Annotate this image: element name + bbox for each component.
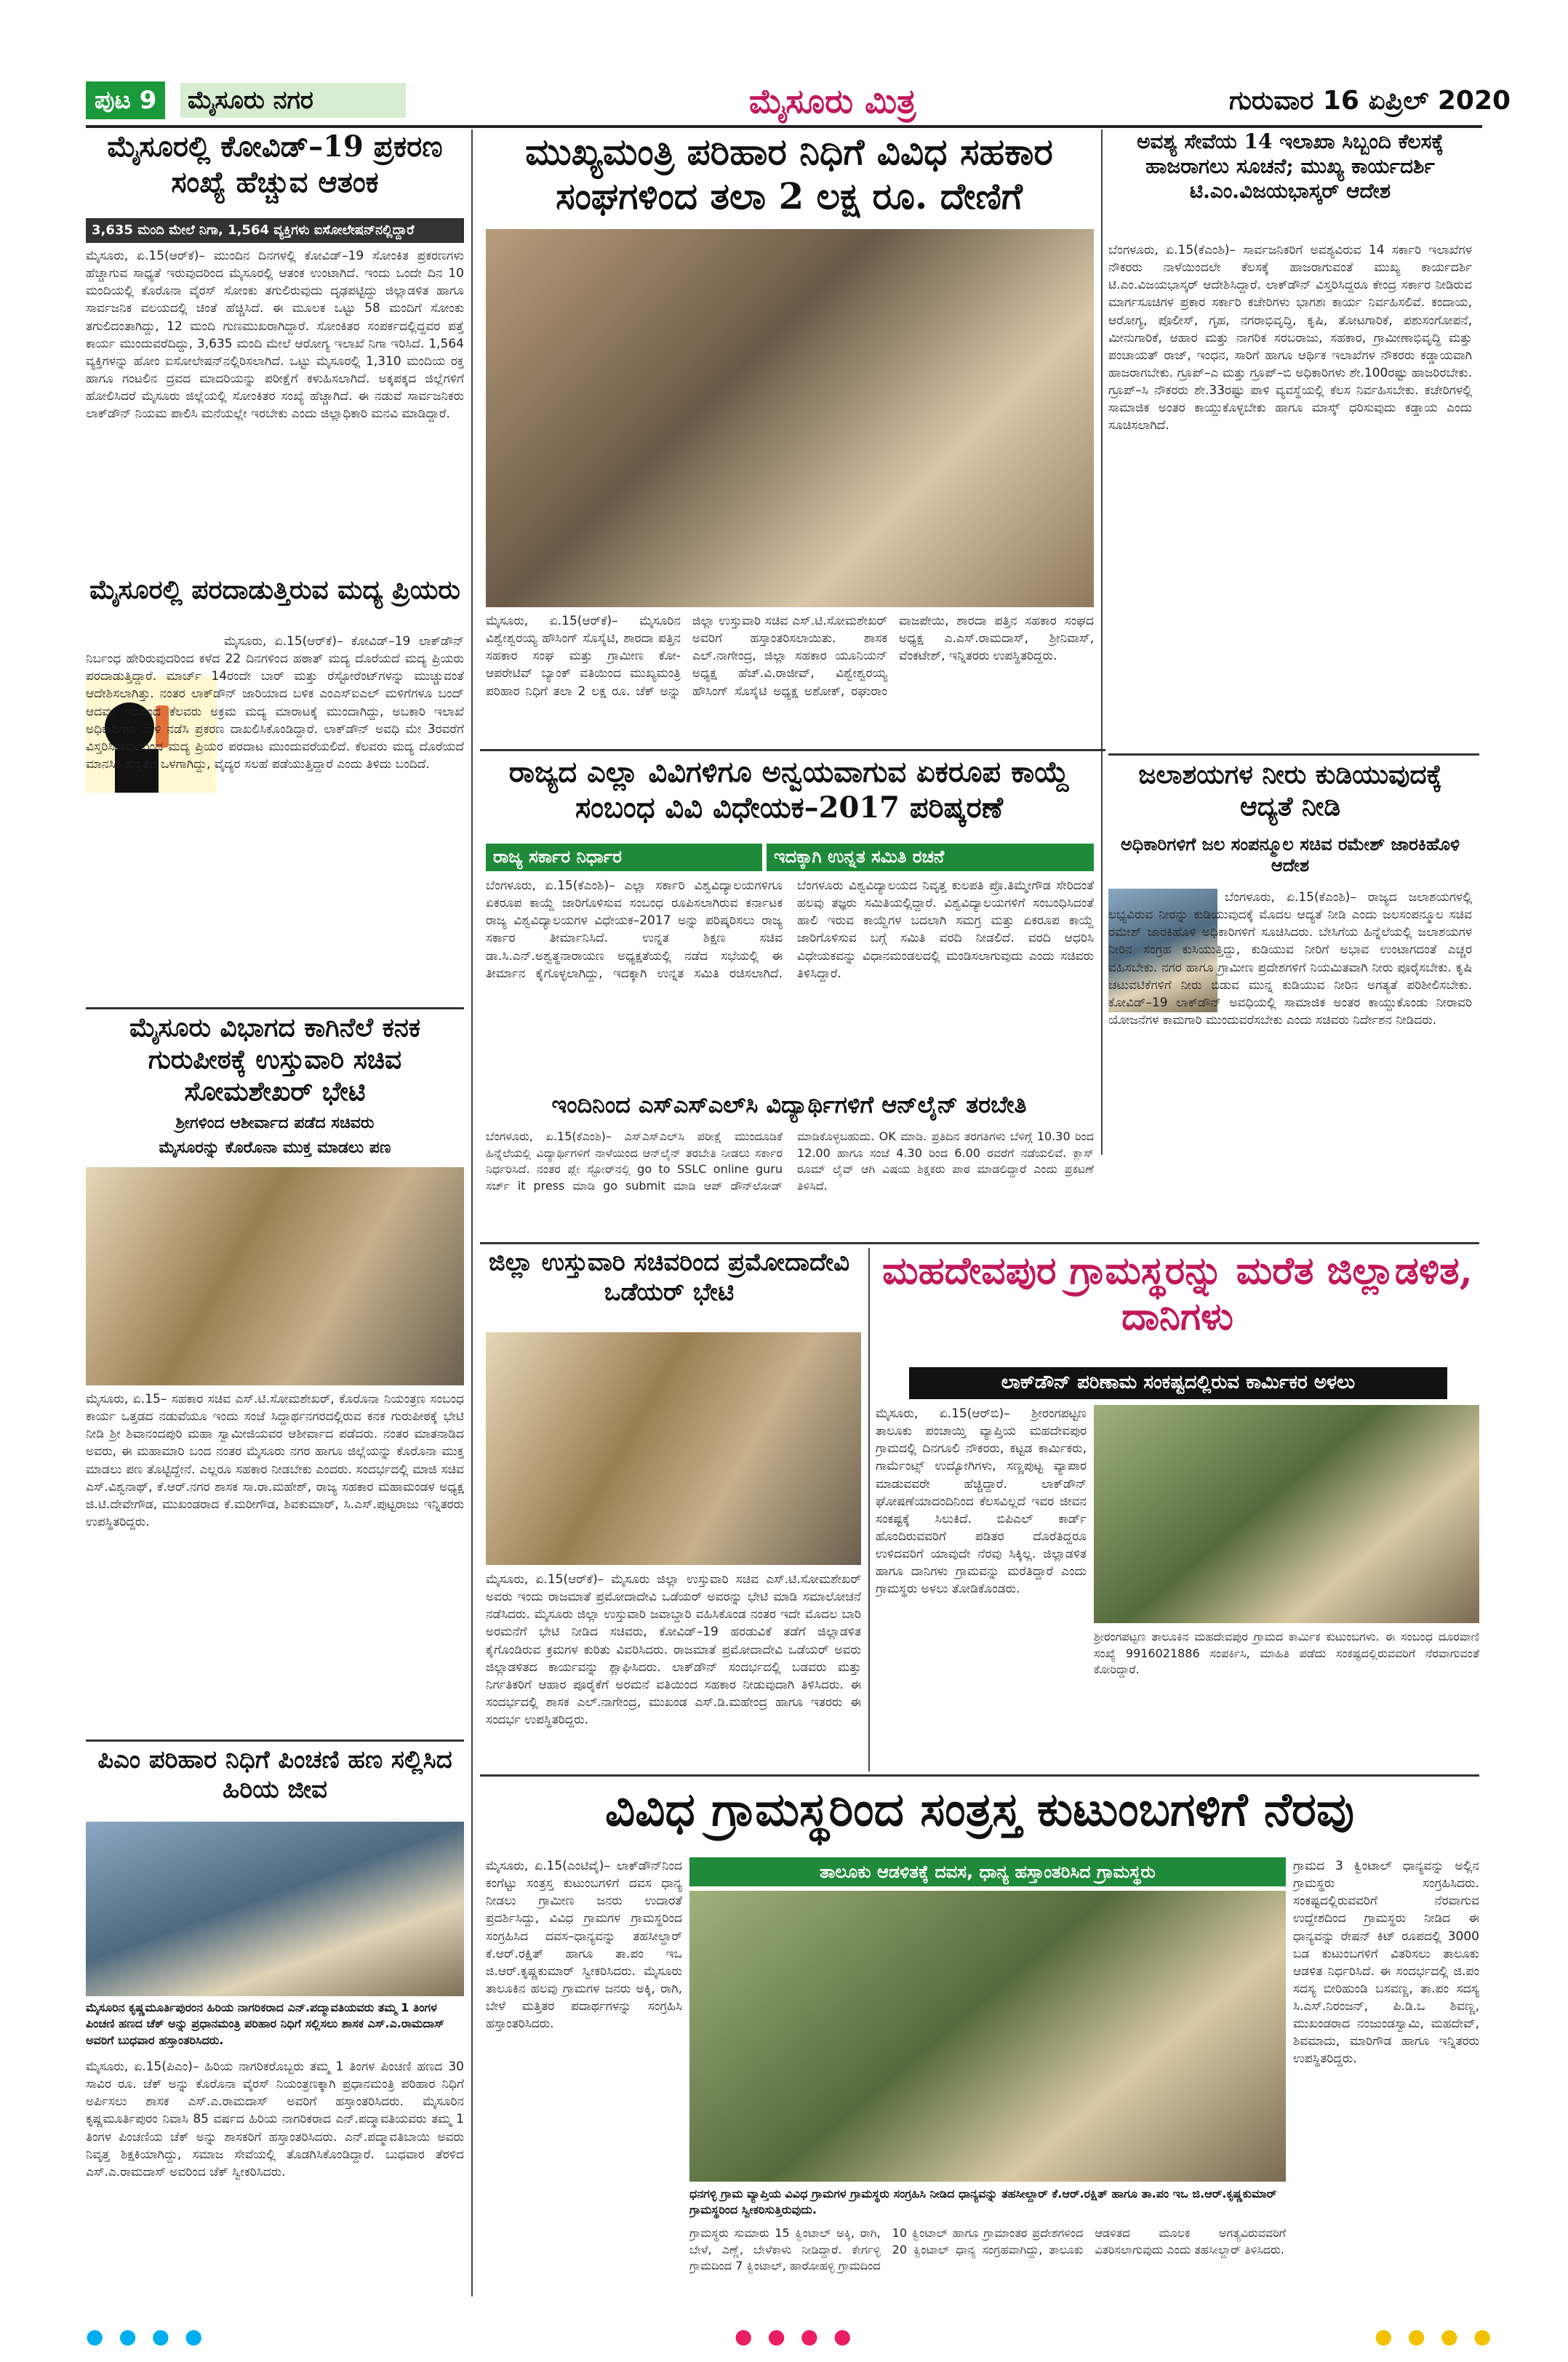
water-body: ಬೆಂಗಳೂರು, ಏ.15(ಕೆಎಂಶಿ)– ರಾಜ್ಯದ ಜಲಾಶಯಗಳಲ್ಲಿ ಲಭ್ಯವಿರುವ ನೀರನ್ನು ಕುಡಿಯುವುದಕ್ಕೆ ಮೊದಲ ಆದ್ಯತೆ ನೀಡಿ ಎಂದು ಜಲಸಂಪನ್ಮೂಲ ಸಚಿವ ರಮೇಶ್ ಜಾರಕಿಹೊಳಿ ಅಧಿಕಾರಿಗಳಿಗೆ ಸೂಚಿಸಿದರು. ಬೇಸಿಗೆಯ ಹಿನ್ನೆಲೆಯಲ್ಲಿ ಜಲಾಶಯಗಳ ನೀರಿನ ಸಂಗ್ರಹ ಕುಸಿಯುತ್ತಿದ್ದು, ಕುಡಿಯುವ ನೀರಿಗೆ ಅಭಾವ ಉಂಟಾಗದಂತೆ ಎಚ್ಚರ ವಹಿಸಬೇಕು. ನಗರ ಹಾಗೂ ಗ್ರಾಮೀಣ ಪ್ರದೇಶಗಳಿಗೆ ನಿಯಮಿತವಾಗಿ ನೀರು ಪೂರೈಸಬೇಕು. ಕೃಷಿ ಚಟುವಟಿಕೆಗಳಿಗೆ ನೀರು ಬಿಡುವ ಮುನ್ನ ಕುಡಿಯುವ ನೀರಿನ ಅಗತ್ಯತೆ ಪರಿಶೀಲಿಸಬೇಕು. ಕೋವಿಡ್–19 ಲಾಕ್‌ಡೌನ್ ಅವಧಿಯಲ್ಲಿ ಸಾಮಾಜಿಕ ಅಂತರ ಕಾಯ್ದುಕೊಂಡು ನೀರಾವರಿ ಯೋಜನೆಗಳ ಕಾಮಗಾರಿ ಮುಂದುವರೆಸಬೇಕು ಎಂದು ಸಚಿವರು ನಿರ್ದೇಶನ ನೀಡಿದರು.: [1108, 890, 1472, 1028]
water-headline: ಜಲಾಶಯಗಳ ನೀರು ಕುಡಿಯುವುದಕ್ಕೆ ಆದ್ಯತೆ ನೀಡಿ: [1138, 759, 1442, 822]
mahadevapura-photo: [1094, 1405, 1479, 1623]
sslc-body: ಬೆಂಗಳೂರು, ಏ.15(ಕೆಎಂಶಿ)– ಎಸ್‌ಎಸ್‌ಎಲ್‌ಸಿ ಪರೀಕ್ಷೆ ಮುಂದೂಡಿಕೆ ಹಿನ್ನೆಲೆಯಲ್ಲಿ ವಿದ್ಯಾರ್ಥಿಗಳಿಗೆ ನಾಳೆಯಿಂದ ಆನ್‌ಲೈನ್ ತರಬೇತಿ ನೀಡಲು ಸರ್ಕಾರ ನಿರ್ಧರಿಸಿದೆ. ನಂತರ ಪ್ಲೇ ಸ್ಟೋರ್‌ನಲ್ಲಿ go to SSLC online guru ಸರ್ಚ್ it press ಮಾಡಿ go submit ಮಾಡಿ ಆಪ್‌ ಡೌನ್‌ಲೋಡ್ ಮಾಡಿಕೊಳ್ಳಬಹುದು. OK ಮಾಡಿ. ಪ್ರತಿದಿನ ತರಗತಿಗಳು ಬೆಳಿಗ್ಗೆ 10.30 ರಿಂದ 12.00 ಹಾಗೂ ಸಂಜೆ 4.30 ರಿಂದ 6.00 ರವರೆಗೆ ನಡೆಯಲಿವೆ. ಕ್ಲಾಸ್ ರೂಮ್ ಲೈವ್ ಆಗಿ ವಿಷಯ ಶಿಕ್ಷಕರು ಪಾಠ ಮಾಡಲಿದ್ದಾರೆ ಎಂದು ಪ್ರಕಟಣೆ ತಿಳಿಸಿದೆ.: [486, 1129, 1094, 1193]
covid-body: ಮೈಸೂರು, ಏ.15(ಆರ್‌ಕೆ)– ಮುಂದಿನ ದಿನಗಳಲ್ಲಿ ಕೋವಿಡ್–19 ಸೋಂಕಿತ ಪ್ರಕರಣಗಳು ಹೆಚ್ಚಾಗುವ ಸಾಧ್ಯತೆ ಇರುವುದರಿಂದ ಮೈಸೂರಲ್ಲಿ ಆತಂಕ ಉಂಟಾಗಿದೆ. ಇಂದು ಒಂದೇ ದಿನ 10 ಮಂದಿಯಲ್ಲಿ ಕೊರೊನಾ ವೈರಸ್ ಸೋಂಕು ತಗುಲಿರುವುದು ದೃಢಪಟ್ಟಿದ್ದು ಜಿಲ್ಲಾಡಳಿತ ಹಾಗೂ ಸಾರ್ವಜನಿಕ ವಲಯದಲ್ಲಿ ಚಿಂತೆ ಹೆಚ್ಚಿಸಿದೆ. ಈ ಮೂಲಕ ಒಟ್ಟು 58 ಮಂದಿಗೆ ಸೋಂಕು ತಗುಲಿದಂತಾಗಿದ್ದು, 12 ಮಂದಿ ಗುಣಮುಖರಾಗಿದ್ದಾರೆ. ಸೋಂಕಿತರ ಸಂಪರ್ಕದಲ್ಲಿದ್ದವರ ಪತ್ತೆ ಕಾರ್ಯ ಮುಂದುವರೆದಿದ್ದು, 3,635 ಮಂದಿ ಮೇಲೆ ಆರೋಗ್ಯ ಇಲಾಖೆ ನಿಗಾ ಇರಿಸಿದೆ. 1,564 ವ್ಯಕ್ತಿಗಳನ್ನು ಹೋಂ ಐಸೋಲೇಷನ್‌ನಲ್ಲಿರಿಸಲಾಗಿದೆ. ಒಟ್ಟು ಮೈಸೂರಲ್ಲಿ 1,310 ಮಂದಿಯ ರಕ್ತ ಹಾಗೂ ಗಂಟಲಿನ ದ್ರವದ ಮಾದರಿಯನ್ನು ಪರೀಕ್ಷೆಗೆ ಕಳುಹಿಸಲಾಗಿದೆ. ಅಕ್ಕಪಕ್ಕದ ಜಿಲ್ಲೆಗಳಿಗೆ ಹೋಲಿಸಿದರೆ ಮೈಸೂರು ಜಿಲ್ಲೆಯಲ್ಲಿ ಸೋಂಕಿತರ ಸಂಖ್ಯೆ ಹೆಚ್ಚಾಗಿದೆ. ಈ ನಡುವೆ ಸಾರ್ವಜನಿಕರು ಲಾಕ್‌ಡೌನ್ ನಿಯಮ ಪಾಲಿಸಿ ಮನೆಯಲ್ಲೇ ಇರಬೇಕು ಎಂದು ಜಿಲ್ಲಾಧಿಕಾರಿ ಮನವಿ ಮಾಡಿದ್ದಾರೆ.: [86, 249, 464, 422]
pension-body: ಮೈಸೂರು, ಏ.15(ಪಿಎಂ)– ಹಿರಿಯ ನಾಗರಿಕರೊಬ್ಬರು ತಮ್ಮ 1 ತಿಂಗಳ ಪಿಂಚಣಿ ಹಣದ 30 ಸಾವಿರ ರೂ. ಚೆಕ್ ಅನ್ನು ಕೊರೊನಾ ವೈರಸ್ ನಿಯಂತ್ರಣಕ್ಕಾಗಿ ಪ್ರಧಾನಮಂತ್ರಿ ಪರಿಹಾರ ನಿಧಿಗೆ ಅರ್ಪಿಸಲು ಶಾಸಕ ಎಸ್.ಎ.ರಾಮದಾಸ್ ಅವರಿಗೆ ಹಸ್ತಾಂತರಿಸಿದರು. ಮೈಸೂರಿನ ಕೃಷ್ಣಮೂರ್ತಿಪುರಂ ನಿವಾಸಿ 85 ವರ್ಷದ ಹಿರಿಯ ನಾಗರಿಕರಾದ ಎನ್.ಪದ್ಮಾವತಿಯವರು ತಮ್ಮ 1 ತಿಂಗಳ ಪಿಂಚಣಿಯ ಚೆಕ್ ಅನ್ನು ಶಾಸಕರಿಗೆ ಹಸ್ತಾಂತರಿಸಿದರು. ಎನ್.ಪದ್ಮಾವತಿಬಾಯಿ ಅವರು ನಿವೃತ್ತ ಶಿಕ್ಷಕಿಯಾಗಿದ್ದು, ಸಮಾಜ ಸೇವೆಯಲ್ಲಿ ತೊಡಗಿಸಿಕೊಂಡಿದ್ದಾರೆ. ಬುಧವಾರ ತೆರಳಿದ ಎಸ್.ಎ.ರಾಮದಾಸ್ ಅವರಿಂದ ಚೆಕ್ ಸ್ವೀಕರಿಸಿದರು.: [86, 2059, 464, 2179]
liquor-headline: ಮೈಸೂರಲ್ಲಿ ಪರದಾಡುತ್ತಿರುವ ಮದ್ಯ ಪ್ರಿಯರು: [89, 575, 460, 605]
footer-dots-left: ● ● ● ●: [86, 2324, 207, 2348]
issue-date: ಗುರುವಾರ 16 ಏಪ್ರಿಲ್ 2020: [1229, 86, 1511, 116]
footer-dots-right: ● ● ● ●: [1375, 2324, 1496, 2348]
paper-name: ಮೈಸೂರು ಮಿತ್ರ: [749, 81, 916, 121]
liquor-body: ಮೈಸೂರು, ಏ.15(ಆರ್‌ಕೆ)– ಕೋವಿಡ್–19 ಲಾಕ್‌ಡೌನ್ ನಿರ್ಬಂಧ ಹೇರಿರುವುದರಿಂದ ಕಳೆದ 22 ದಿನಗಳಿಂದ ಹಠಾತ್ ಮದ್ಯ ದೊರೆಯದೆ ಮದ್ಯ ಪ್ರಿಯರು ಪರದಾಡುತ್ತಿದ್ದಾರೆ. ಮಾರ್ಚ್ 14ರಂದೇ ಬಾರ್ ಮತ್ತು ರೆಸ್ಟೋರೆಂಟ್‌ಗಳನ್ನು ಮುಚ್ಚುವಂತೆ ಆದೇಶಿಸಲಾಗಿತ್ತು. ನಂತರ ಲಾಕ್‌ಡೌನ್ ಜಾರಿಯಾದ ಬಳಿಕ ಎಂಎಸ್‌ಐಎಲ್ ಮಳಿಗೆಗಳೂ ಬಂದ್ ಆದವು. ಇದರಿಂದ ಕೆಲವರು ಅಕ್ರಮ ಮದ್ಯ ಮಾರಾಟಕ್ಕೆ ಮುಂದಾಗಿದ್ದು, ಅಬಕಾರಿ ಇಲಾಖೆ ಅಧಿಕಾರಿಗಳು ದಾಳಿ ನಡೆಸಿ ಪ್ರಕರಣ ದಾಖಲಿಸಿಕೊಂಡಿದ್ದಾರೆ. ಲಾಕ್‌ಡೌನ್ ಅವಧಿ ಮೇ 3ರವರೆಗೆ ವಿಸ್ತರಿಸಿರುವುದರಿಂದ ಮದ್ಯ ಪ್ರಿಯರ ಪರದಾಟ ಮುಂದುವರೆಯಲಿದೆ. ಕೆಲವರು ಮದ್ಯ ದೊರೆಯದೆ ಮಾನಸಿಕ ಖಿನ್ನತೆಗೆ ಒಳಗಾಗಿದ್ದು, ವೈದ್ಯರ ಸಲಹೆ ಪಡೆಯುತ್ತಿದ್ದಾರೆ ಎಂದು ತಿಳಿದು ಬಂದಿದೆ.: [86, 634, 464, 772]
sslc-headline: ಇಂದಿನಿಂದ ಎಸ್‌ಎಸ್‌ಎಲ್‌ಸಿ ವಿದ್ಯಾರ್ಥಿಗಳಿಗೆ ಆನ್‌ಲೈನ್ ತರಬೇತಿ: [551, 1091, 1027, 1118]
footer-dots-center: ● ● ● ●: [735, 2324, 856, 2348]
relief-body-right: ಗ್ರಾಮದ 3 ಕ್ವಿಂಟಾಲ್ ಧಾನ್ಯವನ್ನು ಅಲ್ಲಿನ ಗ್ರಾಮಸ್ಥರು ಸಂಗ್ರಹಿಸಿದರು. ಸಂಕಷ್ಟದಲ್ಲಿರುವವರಿಗೆ ನೆರವಾಗುವ ಉದ್ದೇಶದಿಂದ ಗ್ರಾಮಸ್ಥರು ನೀಡಿದ ಈ ಧಾನ್ಯವನ್ನು ರೇಷನ್ ಕಿಟ್ ರೂಪದಲ್ಲಿ 3000 ಬಡ ಕುಟುಂಬಗಳಿಗೆ ವಿತರಿಸಲು ತಾಲೂಕು ಆಡಳಿತ ನಿರ್ಧರಿಸಿದೆ. ಈ ಸಂದರ್ಭದಲ್ಲಿ ಜಿ.ಪಂ ಸದಸ್ಯ ಬೀರಿಹುಂಡಿ ಬಸವಣ್ಣ, ತಾ.ಪಂ ಸದಸ್ಯ ಸಿ.ಎಸ್.ನಿರಂಜನ್, ಪಿ.ಡಿ.ಒ ಶಿವಣ್ಣ, ಮುಖಂಡರಾದ ನಂಜುಂಡಸ್ವಾಮಿ, ಮಹದೇವ್, ಶಿವಮಾದು, ಮಾರಿಗೌಡ ಹಾಗೂ ಇನ್ನಿತರರು ಉಪಸ್ಥಿತರಿದ್ದರು.: [1293, 1859, 1479, 2067]
guru-tag-1: ಶ್ರೀಗಳಿಂದ ಆಶೀರ್ವಾದ ಪಡೆದ ಸಚಿವರು: [175, 1114, 375, 1132]
pramoda-headline: ಜಿಲ್ಲಾ ಉಸ್ತುವಾರಿ ಸಚಿವರಿಂದ ಪ್ರಮೋದಾದೇವಿ ಒಡೆಯರ್ ಭೇಟಿ: [488, 1248, 850, 1308]
mahadevapura-headline: ಮಹದೇವಪುರ ಗ್ರಾಮಸ್ಥರನ್ನು ಮರೆತ ಜಿಲ್ಲಾಡಳಿತ, ದಾನಿಗಳು: [882, 1249, 1473, 1340]
univ-tag-1: ರಾಜ್ಯ ಸರ್ಕಾರ ನಿರ್ಧಾರ: [486, 844, 762, 871]
relief-body-left: ಮೈಸೂರು, ಏ.15(ಎಂಟಿವೈ)– ಲಾಕ್‌ಡೌನ್‌ನಿಂದ ಕಂಗೆಟ್ಟು ಸಂತ್ರಸ್ತ ಕುಟುಂಬಗಳಿಗೆ ದವಸ ಧಾನ್ಯ ನೀಡಲು ಗ್ರಾಮೀಣ ಜನರು ಉದಾರತೆ ಪ್ರದರ್ಶಿಸಿದ್ದು, ವಿವಿಧ ಗ್ರಾಮಗಳ ಗ್ರಾಮಸ್ಥರಿಂದ ಸಂಗ್ರಹಿಸಿದ ದವಸ–ಧಾನ್ಯವನ್ನು ತಹಸೀಲ್ದಾರ್ ಕೆ.ಆರ್.ರಕ್ಷಿತ್ ಹಾಗೂ ತಾ.ಪಂ ಇಒ ಜಿ.ಆರ್.ಕೃಷ್ಣಕುಮಾರ್ ಸ್ವೀಕರಿಸಿದರು. ಮೈಸೂರು ತಾಲೂಕಿನ ಹಲವು ಗ್ರಾಮಗಳ ಜನರು ಅಕ್ಕಿ, ರಾಗಿ, ಬೇಳೆ ಮತ್ತಿತರ ಪದಾರ್ಥಗಳನ್ನು ಸಂಗ್ರಹಿಸಿ ಹಸ್ತಾಂತರಿಸಿದರು.: [486, 1859, 682, 2032]
guru-headline: ಮೈಸೂರು ವಿಭಾಗದ ಕಾಗಿನೆಲೆ ಕನಕ ಗುರುಪೀಠಕ್ಕೆ ಉಸ್ತುವಾರಿ ಸಚಿವ ಸೋಮಶೇಖರ್ ಭೇಟಿ: [129, 1012, 421, 1107]
relief-body-under: ಗ್ರಾಮಸ್ಥರು ಸುಮಾರು 15 ಕ್ವಿಂಟಾಲ್ ಅಕ್ಕಿ, ರಾಗಿ, ಬೇಳೆ, ಎಣ್ಣೆ, ಬೇಳೆಕಾಳು ನೀಡಿದ್ದಾರೆ. ಕೇರ್ಗಳ್ಳಿ ಗ್ರಾಮದಿಂದ 7 ಕ್ವಿಂಟಾಲ್, ಹಾರೋಹಳ್ಳಿ ಗ್ರಾಮದಿಂದ 10 ಕ್ವಿಂಟಾಲ್ ಹಾಗೂ ಗ್ರಾಮಾಂತರ ಪ್ರದೇಶಗಳಿಂದ 20 ಕ್ವಿಂಟಾಲ್ ಧಾನ್ಯ ಸಂಗ್ರಹವಾಗಿದ್ದು, ತಾಲೂಕು ಆಡಳಿತದ ಮೂಲಕ ಅಗತ್ಯವಿರುವವರಿಗೆ ವಿತರಿಸಲಾಗುವುದು ಎಂದು ತಹಸೀಲ್ದಾರ್ ತಿಳಿಸಿದರು.: [689, 2226, 1286, 2273]
pramoda-photo: [486, 1332, 861, 1565]
page-number-badge: ಪುಟ 9: [86, 81, 165, 119]
covid-headline: ಮೈಸೂರಲ್ಲಿ ಕೋವಿಡ್–19 ಪ್ರಕರಣ ಸಂಖ್ಯೆ ಹೆಚ್ಚುವ ಆತಂಕ: [107, 129, 443, 199]
masthead: [0, 0, 1568, 121]
relief-caption: ಧನಗಳ್ಳಿ ಗ್ರಾಮ ವ್ಯಾಪ್ತಿಯ ವಿವಿಧ ಗ್ರಾಮಗಳ ಗ್ರಾಮಸ್ಥರು ಸಂಗ್ರಹಿಸಿ ನೀಡಿದ ಧಾನ್ಯವನ್ನು ತಹಸೀಲ್ದಾರ್ ಕೆ.ಆರ್.ರಕ್ಷಿತ್ ಹಾಗೂ ತಾ.ಪಂ ಇಒ ಜಿ.ಆರ್.ಕೃಷ್ಣಕುಮಾರ್ ಗ್ರಾಮಸ್ಥರಿಂದ ಸ್ವೀಕರಿಸುತ್ತಿರುವುದು.: [689, 2187, 1277, 2217]
covid-subhead: 3,635 ಮಂದಿ ಮೇಲೆ ನಿಗಾ, 1,564 ವ್ಯಕ್ತಿಗಳು ಐಸೋಲೇಷನ್‌ನಲ್ಲಿದ್ದಾರೆ: [86, 218, 464, 243]
essential-headline: ಅವಶ್ಯ ಸೇವೆಯ 14 ಇಲಾಖಾ ಸಿಬ್ಬಂದಿ ಕೆಲಸಕ್ಕೆ ಹಾಜರಾಗಲು ಸೂಚನೆ; ಮುಖ್ಯ ಕಾರ್ಯದರ್ಶಿ ಟಿ.ಎಂ.ವಿಜಯಭಾಸ್ಕರ್ ಆದೇಶ: [1137, 129, 1444, 204]
pension-photo: [86, 1822, 464, 1996]
cm-fund-headline: ಮುಖ್ಯಮಂತ್ರಿ ಪರಿಹಾರ ನಿಧಿಗೆ ವಿವಿಧ ಸಹಕಾರ ಸಂಘಗಳಿಂದ ತಲಾ 2 ಲಕ್ಷ ರೂ. ದೇಣಿಗೆ: [525, 130, 1053, 217]
guru-photo: [86, 1167, 464, 1385]
section-title: ಮೈಸೂರು ನಗರ: [180, 83, 406, 118]
pramoda-body: ಮೈಸೂರು, ಏ.15(ಆರ್‌ಕೆ)– ಮೈಸೂರು ಜಿಲ್ಲಾ ಉಸ್ತುವಾರಿ ಸಚಿವ ಎಸ್.ಟಿ.ಸೋಮಶೇಖರ್ ಅವರು ಇಂದು ರಾಜಮಾತೆ ಪ್ರಮೋದಾದೇವಿ ಒಡೆಯರ್ ಅವರನ್ನು ಭೇಟಿ ಮಾಡಿ ಸಮಾಲೋಚನೆ ನಡೆಸಿದರು. ಮೈಸೂರು ಜಿಲ್ಲಾ ಉಸ್ತುವಾರಿ ಜವಾಬ್ದಾರಿ ವಹಿಸಿಕೊಂಡ ನಂತರ ಇದೇ ಮೊದಲ ಬಾರಿ ಅರಮನೆಗೆ ಭೇಟಿ ನೀಡಿದ ಸಚಿವರು, ಕೋವಿಡ್–19 ಹರಡುವಿಕೆ ತಡೆಗೆ ಜಿಲ್ಲಾಡಳಿತ ಕೈಗೊಂಡಿರುವ ಕ್ರಮಗಳ ಕುರಿತು ವಿವರಿಸಿದರು. ರಾಜಮಾತೆ ಪ್ರಮೋದಾದೇವಿ ಒಡೆಯರ್ ಅವರು ಜಿಲ್ಲಾಡಳಿತದ ಕಾರ್ಯವನ್ನು ಶ್ಲಾಘಿಸಿದರು. ಲಾಕ್‌ಡೌನ್ ಸಂದರ್ಭದಲ್ಲಿ ಬಡವರು ಮತ್ತು ನಿರ್ಗತಿಕರಿಗೆ ಆಹಾರ ಪೂರೈಕೆಗೆ ಅರಮನೆ ವತಿಯಿಂದ ಸಹಕಾರ ನೀಡುವುದಾಗಿ ತಿಳಿಸಿದರು. ಈ ಸಂದರ್ಭದಲ್ಲಿ ಶಾಸಕ ಎಲ್.ನಾಗೇಂದ್ರ, ಮುಖಂಡ ಎಸ್.ಡಿ.ಮಹೇಂದ್ರ ಹಾಗೂ ಇತರರು ಈ ಸಂದರ್ಭ ಉಪಸ್ಥಿತರಿದ್ದರು.: [486, 1572, 861, 1727]
essential-body: ಬೆಂಗಳೂರು, ಏ.15(ಕೆಎಂಶಿ)– ಸಾರ್ವಜನಿಕರಿಗೆ ಅವಶ್ಯವಿರುವ 14 ಸರ್ಕಾರಿ ಇಲಾಖೆಗಳ ನೌಕರರು ನಾಳೆಯಿಂದಲೇ ಕೆಲಸಕ್ಕೆ ಹಾಜರಾಗುವಂತೆ ಮುಖ್ಯ ಕಾರ್ಯದರ್ಶಿ ಟಿ.ಎಂ.ವಿಜಯಭಾಸ್ಕರ್ ಆದೇಶಿಸಿದ್ದಾರೆ. ಲಾಕ್‌ಡೌನ್ ವಿಸ್ತರಿಸಿದ್ದರೂ ಕೇಂದ್ರ ಸರ್ಕಾರ ನೀಡಿರುವ ಮಾರ್ಗಸೂಚಿಗಳ ಪ್ರಕಾರ ಸರ್ಕಾರಿ ಕಚೇರಿಗಳು ಭಾಗಶಃ ಕಾರ್ಯ ನಿರ್ವಹಿಸಲಿವೆ. ಕಂದಾಯ, ಆರೋಗ್ಯ, ಪೊಲೀಸ್, ಗೃಹ, ನಗರಾಭಿವೃದ್ಧಿ, ಕೃಷಿ, ತೋಟಗಾರಿಕೆ, ಪಶುಸಂಗೋಪನೆ, ಮೀನುಗಾರಿಕೆ, ಆಹಾರ ಮತ್ತು ನಾಗರಿಕ ಸರಬರಾಜು, ಸಹಕಾರ, ಗ್ರಾಮೀಣಾಭಿವೃದ್ಧಿ ಮತ್ತು ಪಂಚಾಯತ್ ರಾಜ್, ಇಂಧನ, ಸಾರಿಗೆ ಹಾಗೂ ಆರ್ಥಿಕ ಇಲಾಖೆಗಳ ನೌಕರರು ಕಡ್ಡಾಯವಾಗಿ ಹಾಜರಾಗಬೇಕು. ಗ್ರೂಪ್–ಎ ಮತ್ತು ಗ್ರೂಪ್–ಬಿ ಅಧಿಕಾರಿಗಳು ಶೇ.100ರಷ್ಟು ಹಾಜರಿರಬೇಕು. ಗ್ರೂಪ್–ಸಿ ನೌಕರರು ಶೇ.33ರಷ್ಟು ಪಾಳಿ ವ್ಯವಸ್ಥೆಯಲ್ಲಿ ಕೆಲಸ ನಿರ್ವಹಿಸಬೇಕು. ಕಚೇರಿಗಳಲ್ಲಿ ಸಾಮಾಜಿಕ ಅಂತರ ಕಾಯ್ದುಕೊಳ್ಳಬೇಕು ಹಾಗೂ ಮಾಸ್ಕ್ ಧರಿಸುವುದು ಕಡ್ಡಾಯ ಎಂದು ಸೂಚಿಸಲಾಗಿದೆ.: [1108, 243, 1472, 433]
mahadevapura-body: ಮೈಸೂರು, ಏ.15(ಆರ್‌ಬಿ)– ಶ್ರೀರಂಗಪಟ್ಟಣ ತಾಲೂಕು ಪಂಚಾಯ್ತಿ ವ್ಯಾಪ್ತಿಯ ಮಹದೇವಪುರ ಗ್ರಾಮದಲ್ಲಿ ದಿನಗೂಲಿ ನೌಕರರು, ಕಟ್ಟಡ ಕಾರ್ಮಿಕರು, ಗಾರ್ಮೆಂಟ್ಸ್ ಉದ್ಯೋಗಿಗಳು, ಸಣ್ಣಪುಟ್ಟ ವ್ಯಾಪಾರ ಮಾಡುವವರೇ ಹೆಚ್ಚಿದ್ದಾರೆ. ಲಾಕ್‌ಡೌನ್ ಘೋಷಣೆಯಾದಂದಿನಿಂದ ಕೆಲಸವಿಲ್ಲದೆ ಇವರ ಜೀವನ ಸಂಕಷ್ಟಕ್ಕೆ ಸಿಲುಕಿದೆ. ಬಿಪಿಎಲ್ ಕಾರ್ಡ್ ಹೊಂದಿರುವವರಿಗೆ ಪಡಿತರ ದೊರೆತಿದ್ದರೂ ಉಳಿದವರಿಗೆ ಯಾವುದೇ ನೆರವು ಸಿಕ್ಕಿಲ್ಲ. ಜಿಲ್ಲಾಡಳಿತ ಹಾಗೂ ದಾನಿಗಳು ಗ್ರಾಮವನ್ನು ಮರೆತಿದ್ದಾರೆ ಎಂದು ಗ್ರಾಮಸ್ಥರು ಅಳಲು ತೋಡಿಕೊಂಡರು.: [876, 1406, 1087, 1597]
cm-fund-photo: [486, 229, 1094, 607]
relief-photo: [689, 1891, 1286, 2182]
relief-bar: ತಾಲೂಕು ಆಡಳಿತಕ್ಕೆ ದವಸ, ಧಾನ್ಯ ಹಸ್ತಾಂತರಿಸಿದ ಗ್ರಾಮಸ್ಥರು: [689, 1857, 1286, 1886]
mahadevapura-caption: ಶ್ರೀರಂಗಪಟ್ಟಣ ತಾಲೂಕಿನ ಮಹದೇವಪುರ ಗ್ರಾಮದ ಕಾರ್ಮಿಕ ಕುಟುಂಬಗಳು. ಈ ಸಂಬಂಧ ದೂರವಾಣಿ ಸಂಖ್ಯೆ 9916021886 ಸಂಪರ್ಕಿಸಿ, ಮಾಹಿತಿ ಪಡೆದು ಸಂಕಷ್ಟದಲ್ಲಿರುವವರಿಗೆ ನೆರವಾಗುವಂತೆ ಕೋರಿದ್ದಾರೆ.: [1094, 1630, 1479, 1677]
mahadevapura-bar: ಲಾಕ್‌ಡೌನ್ ಪರಿಣಾಮ ಸಂಕಷ್ಟದಲ್ಲಿರುವ ಕಾರ್ಮಿಕರ ಅಳಲು: [909, 1367, 1447, 1399]
guru-tags: [86, 1111, 464, 1162]
masthead-rule: [86, 125, 1482, 128]
pension-headline: ಪಿಎಂ ಪರಿಹಾರ ನಿಧಿಗೆ ಪಿಂಚಣಿ ಹಣ ಸಲ್ಲಿಸಿದ ಹಿರಿಯ ಜೀವ: [97, 1745, 452, 1805]
univ-tag-2: ಇದಕ್ಕಾಗಿ ಉನ್ನತ ಸಮಿತಿ ರಚನೆ: [767, 844, 1094, 871]
cm-fund-caption: ಮೈಸೂರು, ಏ.15(ಆರ್‌ಕೆ)– ಮೈಸೂರಿನ ವಿಶ್ವೇಶ್ವರಯ್ಯ ಹೌಸಿಂಗ್ ಸೊಸೈಟಿ, ಶಾರದಾ ಪತ್ತಿನ ಸಹಕಾರ ಸಂಘ ಮತ್ತು ಗ್ರಾಮೀಣ ಕೋ-ಆಪರೇಟಿವ್ ಬ್ಯಾಂಕ್ ವತಿಯಿಂದ ಮುಖ್ಯಮಂತ್ರಿ ಪರಿಹಾರ ನಿಧಿಗೆ ತಲಾ 2 ಲಕ್ಷ ರೂ. ಚೆಕ್ ಅನ್ನು ಜಿಲ್ಲಾ ಉಸ್ತುವಾರಿ ಸಚಿವ ಎಸ್.ಟಿ.ಸೋಮಶೇಖರ್ ಅವರಿಗೆ ಹಸ್ತಾಂತರಿಸಲಾಯಿತು. ಶಾಸಕ ಎಲ್.ನಾಗೇಂದ್ರ, ಜಿಲ್ಲಾ ಸಹಕಾರ ಯೂನಿಯನ್ ಅಧ್ಯಕ್ಷ ಹೆಚ್.ವಿ.ರಾಜೀವ್, ವಿಶ್ವೇಶ್ವರಯ್ಯ ಹೌಸಿಂಗ್ ಸೊಸೈಟಿ ಅಧ್ಯಕ್ಷ ಅಶೋಕ್, ರಘುರಾಂ ವಾಜಪೇಯಿ, ಶಾರದಾ ಪತ್ತಿನ ಸಹಕಾರ ಸಂಘದ ಅಧ್ಯಕ್ಷ ಎ.ಎಸ್.ರಾಮದಾಸ್, ಶ್ರೀನಿವಾಸ್, ವೆಂಕಟೇಶ್, ಇನ್ನಿತರರು ಉಪಸ್ಥಿತರಿದ್ದರು.: [486, 614, 1094, 699]
covid-story: [86, 129, 464, 217]
water-subhead: ಅಧಿಕಾರಿಗಳಿಗೆ ಜಲ ಸಂಪನ್ಮೂಲ ಸಚಿವ ರಮೇಶ್ ಜಾರಕಿಹೊಳಿ ಆದೇಶ: [1120, 833, 1460, 876]
univ-headline: ರಾಜ್ಯದ ಎಲ್ಲಾ ವಿವಿಗಳಿಗೂ ಅನ್ವಯವಾಗುವ ಏಕರೂಪ ಕಾಯ್ದೆ ಸಂಬಂಧ ವಿವಿ ವಿಧೇಯಕ–2017 ಪರಿಷ್ಕರಣೆ: [508, 755, 1070, 825]
relief-headline: ವಿವಿಧ ಗ್ರಾಮಸ್ಥರಿಂದ ಸಂತ್ರಸ್ತ ಕುಟುಂಬಗಳಿಗೆ ನೆರವು: [604, 1782, 1355, 1837]
univ-body: ಬೆಂಗಳೂರು, ಏ.15(ಕೆಎಂಶಿ)– ಎಲ್ಲಾ ಸರ್ಕಾರಿ ವಿಶ್ವವಿದ್ಯಾಲಯಗಳಿಗೂ ಏಕರೂಪ ಕಾಯ್ದೆ ಜಾರಿಗೊಳಿಸುವ ಸಂಬಂಧ ರೂಪಿಸಲಾಗಿರುವ ಕರ್ನಾಟಕ ರಾಜ್ಯ ವಿಶ್ವವಿದ್ಯಾಲಯಗಳ ವಿಧೇಯಕ–2017 ಅನ್ನು ಪರಿಷ್ಕರಿಸಲು ರಾಜ್ಯ ಸರ್ಕಾರ ತೀರ್ಮಾನಿಸಿದೆ. ಉನ್ನತ ಶಿಕ್ಷಣ ಸಚಿವ ಡಾ.ಸಿ.ಎನ್.ಅಶ್ವತ್ಥನಾರಾಯಣ ಅಧ್ಯಕ್ಷತೆಯಲ್ಲಿ ನಡೆದ ಸಭೆಯಲ್ಲಿ ಈ ತೀರ್ಮಾನ ಕೈಗೊಳ್ಳಲಾಗಿದ್ದು, ಇದಕ್ಕಾಗಿ ಉನ್ನತ ಸಮಿತಿ ರಚಿಸಲಾಗಿದೆ. ಬೆಂಗಳೂರು ವಿಶ್ವವಿದ್ಯಾಲಯದ ನಿವೃತ್ತ ಕುಲಪತಿ ಪ್ರೊ.ತಿಮ್ಮೇಗೌಡ ಸೇರಿದಂತೆ ಹಲವು ತಜ್ಞರು ಸಮಿತಿಯಲ್ಲಿದ್ದಾರೆ. ವಿಶ್ವವಿದ್ಯಾಲಯಗಳಿಗೆ ಸಂಬಂಧಿಸಿದಂತೆ ಹಾಲಿ ಇರುವ ಕಾಯ್ದೆಗಳ ಬದಲಾಗಿ ಸಮಗ್ರ ಮತ್ತು ಏಕರೂಪ ಕಾಯ್ದೆ ಜಾರಿಗೊಳಿಸುವ ಬಗ್ಗೆ ಸಮಿತಿ ವರದಿ ನೀಡಲಿದೆ. ವರದಿ ಆಧರಿಸಿ ವಿಧೇಯಕವನ್ನು ವಿಧಾನಮಂಡಲದಲ್ಲಿ ಮಂಡಿಸಲಾಗುವುದು ಎಂದು ಸಚಿವರು ತಿಳಿಸಿದ್ದಾರೆ.: [486, 878, 1094, 981]
guru-body: ಮೈಸೂರು, ಏ.15– ಸಹಕಾರ ಸಚಿವ ಎಸ್.ಟಿ.ಸೋಮಶೇಖರ್, ಕೊರೊನಾ ನಿಯಂತ್ರಣ ಸಂಬಂಧ ಕಾರ್ಯ ಒತ್ತಡದ ನಡುವೆಯೂ ಇಂದು ಸಂಜೆ ಸಿದ್ದಾರ್ಥನಗರದಲ್ಲಿರುವ ಕನಕ ಗುರುಪೀಠಕ್ಕೆ ಭೇಟಿ ನೀಡಿ ಶ್ರೀ ಶಿವಾನಂದಪುರಿ ಮಹಾ ಸ್ವಾಮೀಜಿಯವರ ಆಶೀರ್ವಾದ ಪಡೆದರು. ನಂತರ ಮಾತನಾಡಿದ ಅವರು, ಈ ಮಹಾಮಾರಿ ಬಂದ ನಂತರ ಮೈಸೂರು ನಗರ ಹಾಗೂ ಜಿಲ್ಲೆಯನ್ನು ಕೊರೊನಾ ಮುಕ್ತ ಮಾಡಲು ಪಣ ತೊಟ್ಟಿದ್ದೇನೆ. ಎಲ್ಲರೂ ಸಹಕಾರ ನೀಡಬೇಕು ಎಂದರು. ಸಂದರ್ಭದಲ್ಲಿ ಮಾಜಿ ಸಚಿವ ಎಸ್.ವಿಶ್ವನಾಥ್, ಕೆ.ಆರ್.ನಗರ ಶಾಸಕ ಸಾ.ರಾ.ಮಹೇಶ್, ರಾಜ್ಯ ಸಹಕಾರ ಮಹಾಮಂಡಳ ಅಧ್ಯಕ್ಷ ಜಿ.ಟಿ.ದೇವೇಗೌಡ, ಮುಖಂಡರಾದ ಕೆ.ಮರೀಗೌಡ, ಶಿವಕುಮಾರ್, ಸಿ.ಎಸ್.ಪುಟ್ಟರಾಜು ಇನ್ನಿತರರು ಉಪಸ್ಥಿತರಿದ್ದರು.: [86, 1392, 464, 1529]
guru-tag-2: ಮೈಸೂರನ್ನು ಕೊರೊನಾ ಮುಕ್ತ ಮಾಡಲು ಪಣ: [159, 1139, 391, 1157]
pension-caption: ಮೈಸೂರಿನ ಕೃಷ್ಣಮೂರ್ತಿಪುರಂನ ಹಿರಿಯ ನಾಗರಿಕರಾದ ಎನ್.ಪದ್ಮಾವತಿಯವರು ತಮ್ಮ 1 ತಿಂಗಳ ಪಿಂಚಣಿ ಹಣದ ಚೆಕ್ ಅನ್ನು ಪ್ರಧಾನಮಂತ್ರಿ ಪರಿಹಾರ ನಿಧಿಗೆ ಸಲ್ಲಿಸಲು ಶಾಸಕ ಎಸ್.ಎ.ರಾಮದಾಸ್ ಅವರಿಗೆ ಬುಧವಾರ ಹಸ್ತಾಂತರಿಸಿದರು.: [86, 2001, 444, 2047]
